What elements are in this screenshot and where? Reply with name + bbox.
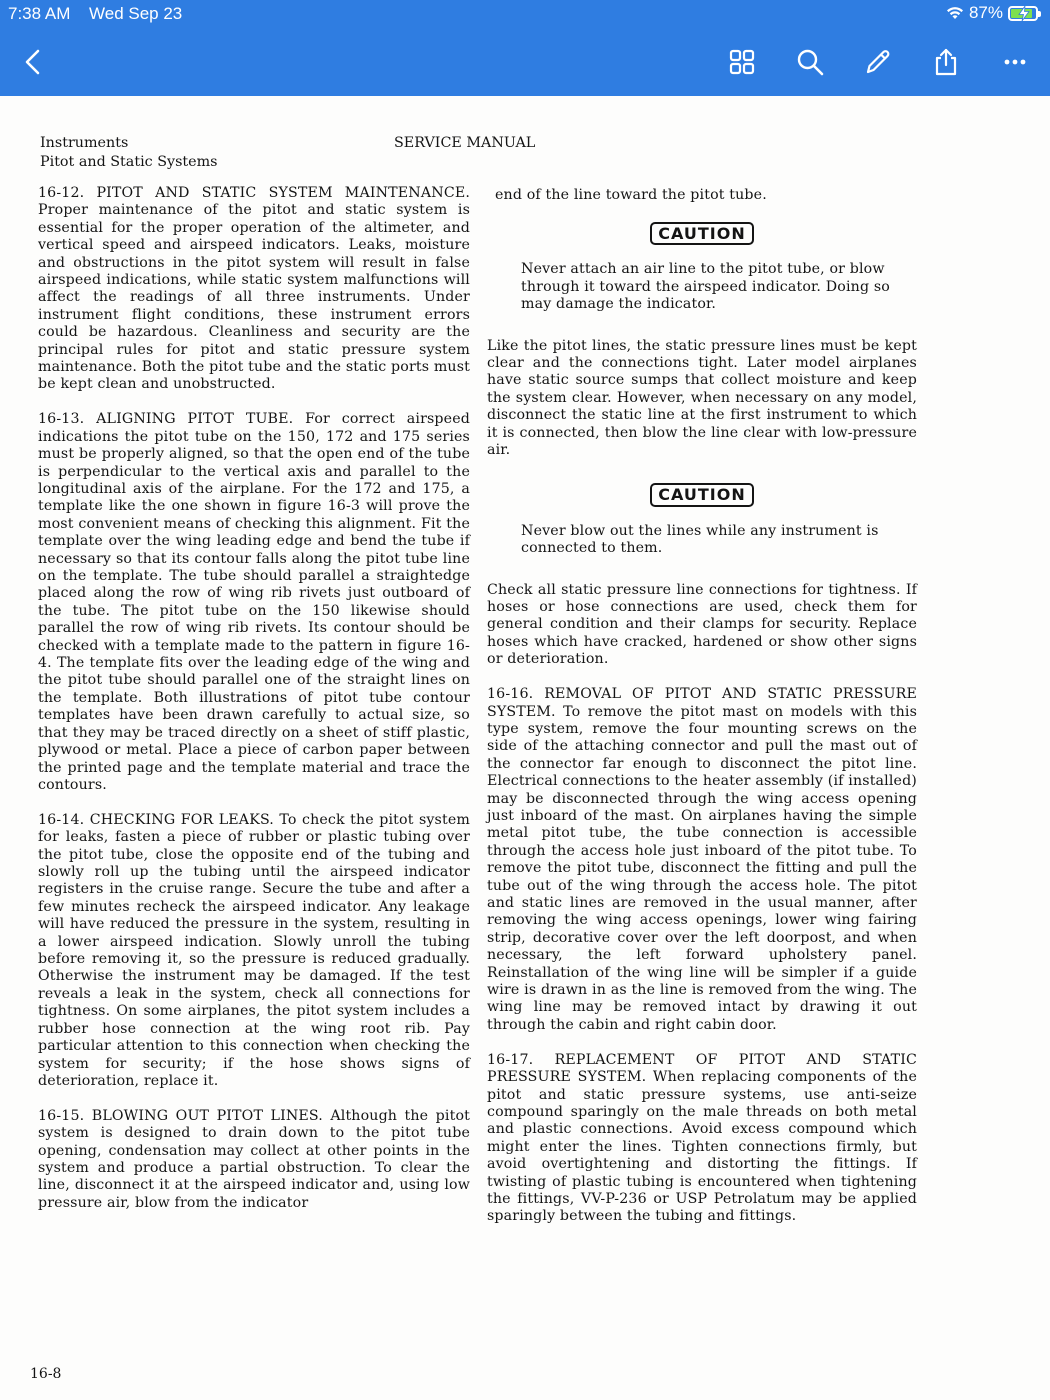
share-button[interactable] — [926, 42, 966, 82]
status-date: Wed Sep 23 — [89, 4, 183, 23]
status-indicators — [946, 3, 1038, 23]
ellipsis-icon — [1000, 47, 1030, 77]
section-16-12: 16-12. PITOT AND STATIC SYSTEM MAINTENANCE. Proper maintenance of the pitot and static system is essential for the proper operation of the altimeter, and vertical speed and airspeed indicators. Leaks, moisture and obstructions in the pitot system will result in false airspeed indications, while static system malfunctions will affect the readings of all three instruments. Under instrument flight conditions, these instrument errors could be hazardous. Cleanliness and security are the principal rules for pitot and static pressure system maintenance. Both the pitot tube and the static ports must be kept clean and unobstructed. — [38, 185, 470, 393]
section-16-14: 16-14. CHECKING FOR LEAKS. To check the pitot system for leaks, fasten a piece of rubber or plastic tubing over the pitot tube, close the opposite end of the tubing and slowly roll up the tubing until the airspeed indicator registers in the cruise range. Secure the tube and after a few minutes recheck the airspeed indicator. Any leakage will have reduced the pressure in the system, resulting in a lower airspeed indication. Slowly unroll the tubing before removing it, so the pressure is reduced gradually. Otherwise the instrument may be damaged. If the test reveals a leak in the system, check all connections for tightness. On some airplanes, the pitot system includes a rubber hose connection at the wing root rib. Pay particular attention to this connection when checking the system for security; if the hose shows signs of deterioration, replace it. — [38, 811, 470, 1089]
running-header-section: Instruments Pitot and Static Systems — [40, 135, 218, 170]
static-lines-paragraph: Like the pitot lines, the static pressure lines must be kept clear and the connections tight. Later model airplanes have static source sumps that collect moisture and keep the system clear. However, when necessary on any model, disconnect the static line at the first instrument to which it is connected, then blow the line clear with low-pressure air. — [487, 337, 917, 458]
page-number: 16-8 — [30, 1366, 62, 1382]
wifi-icon — [946, 6, 964, 20]
check-connections-paragraph: Check all static pressure line connections for tightness. If hoses or hose connections are used, check them for general condition and their clamps for security. Replace hoses which have cracked, hardened or show other signs or deterioration. — [487, 581, 917, 668]
section-16-13: 16-13. ALIGNING PITOT TUBE. For correct airspeed indications the pitot tube on the 150, 172 and 175 series must be properly aligned, so that the open end of the tube is perpendicular to the vertical axis and parallel to the longitudinal axis of the airplane. For the 172 and 175, a template like the one shown in figure 16-3 will prove the most convenient means of checking this alignment. Fit the template over the wing leading edge and bend the tube if necessary so that its contour falls along the pitot tube line on the template. The tube should parallel a straightedge placed along the row of wing rib rivets just outboard of the tube. The pitot tube on the 150 likewise should parallel the row of wing rib rivets. Its contour should be checked with a template made to the pattern in figure 16-4. The template fits over the leading edge of the wing and the pitot tube should parallel one of the straight lines on the template. Both illustrations of pitot tube contour templates have been drawn carefully to actual size, so that they may be traced directly on a sheet of stiff plastic, plywood or metal. Place a piece of carbon paper between the printed page and the template material and trace the contours. — [38, 411, 470, 793]
app-toolbar — [0, 0, 1050, 96]
section-16-15: 16-15. BLOWING OUT PITOT LINES. Although the pitot system is designed to drain down to the pitot tube opening, condensation may collect at other points in the system and produce a partial obstruction. To clear the line, disconnect it at the airspeed indicator and, using low pressure air, blow from the indicator — [38, 1107, 470, 1211]
battery-tip — [1038, 11, 1041, 17]
thumbnails-button[interactable] — [722, 42, 762, 82]
caution-text-1: Never attach an air line to the pitot tube, or blow through it toward the airspeed indicator. Doing so may damage the indicator. — [521, 261, 890, 313]
left-column — [38, 185, 470, 1230]
status-bar — [0, 0, 1050, 28]
section-16-16: 16-16. REMOVAL OF PITOT AND STATIC PRESSURE SYSTEM. To remove the pitot mast on models with this type system, remove the four mounting screws on the side of the attaching connector and pull the mast out of the connector far enough to disconnect the pitot line. Electrical connections to the heater assembly (if installed) may be disconnected through the wing access opening just inboard of the mast. On airplanes having the simple metal pitot tube, the tube connection is accessible through the access hole just inboard of the pitot tube. To remove the pitot tube, disconnect the fitting and pull the tube out of the wing through the access hole. The pitot and static lines are removed in the usual manner, after removing the wing access openings, lower wing fairing strip, decorative cover over the left doorpost, and when necessary, the left forward upholstery panel. Reinstallation of the wing line will be simpler if a guide wire is drawn in as the line is removed from the wing. The wing line may be removed intact by drawing it out through the cabin and right cabin door. — [487, 686, 917, 1033]
caution-box-1 — [487, 222, 917, 245]
share-icon — [931, 47, 961, 77]
running-header-title: SERVICE MANUAL — [394, 135, 536, 151]
caution-box-2 — [487, 483, 917, 506]
markup-button[interactable] — [858, 42, 898, 82]
chevron-left-icon — [19, 47, 49, 77]
status-time: 7:38 AM — [8, 4, 71, 23]
caution-label: CAUTION — [650, 483, 753, 506]
document-page[interactable] — [0, 96, 1050, 1400]
pencil-icon — [863, 47, 893, 77]
caution-text-2: Never blow out the lines while any instrument is connected to them. — [521, 522, 879, 557]
search-icon — [795, 47, 825, 77]
continuation-text: end of the line toward the pitot tube. — [495, 187, 767, 203]
battery-icon — [1008, 6, 1038, 21]
right-column — [487, 187, 917, 1243]
section-16-17: 16-17. REPLACEMENT OF PITOT AND STATIC PRESSURE SYSTEM. When replacing components of the pitot and static pressure systems, use anti-seize compound sparingly on the male threads on both metal and plastic connections. Avoid excess compound which might enter the lines. Tighten connections firmly, but avoid overtightening and distorting the fittings. If twisting of plastic tubing is encountered when tightening the fittings, VV-P-236 or USP Petrolatum may be applied sparingly between the tubing and fittings. — [487, 1051, 917, 1225]
search-button[interactable] — [790, 42, 830, 82]
charging-bolt-icon — [1018, 6, 1030, 21]
grid-icon — [727, 47, 757, 77]
more-button[interactable] — [995, 42, 1035, 82]
battery-percent: 87% — [968, 3, 1003, 22]
caution-label: CAUTION — [650, 222, 753, 245]
back-button[interactable] — [14, 42, 54, 82]
